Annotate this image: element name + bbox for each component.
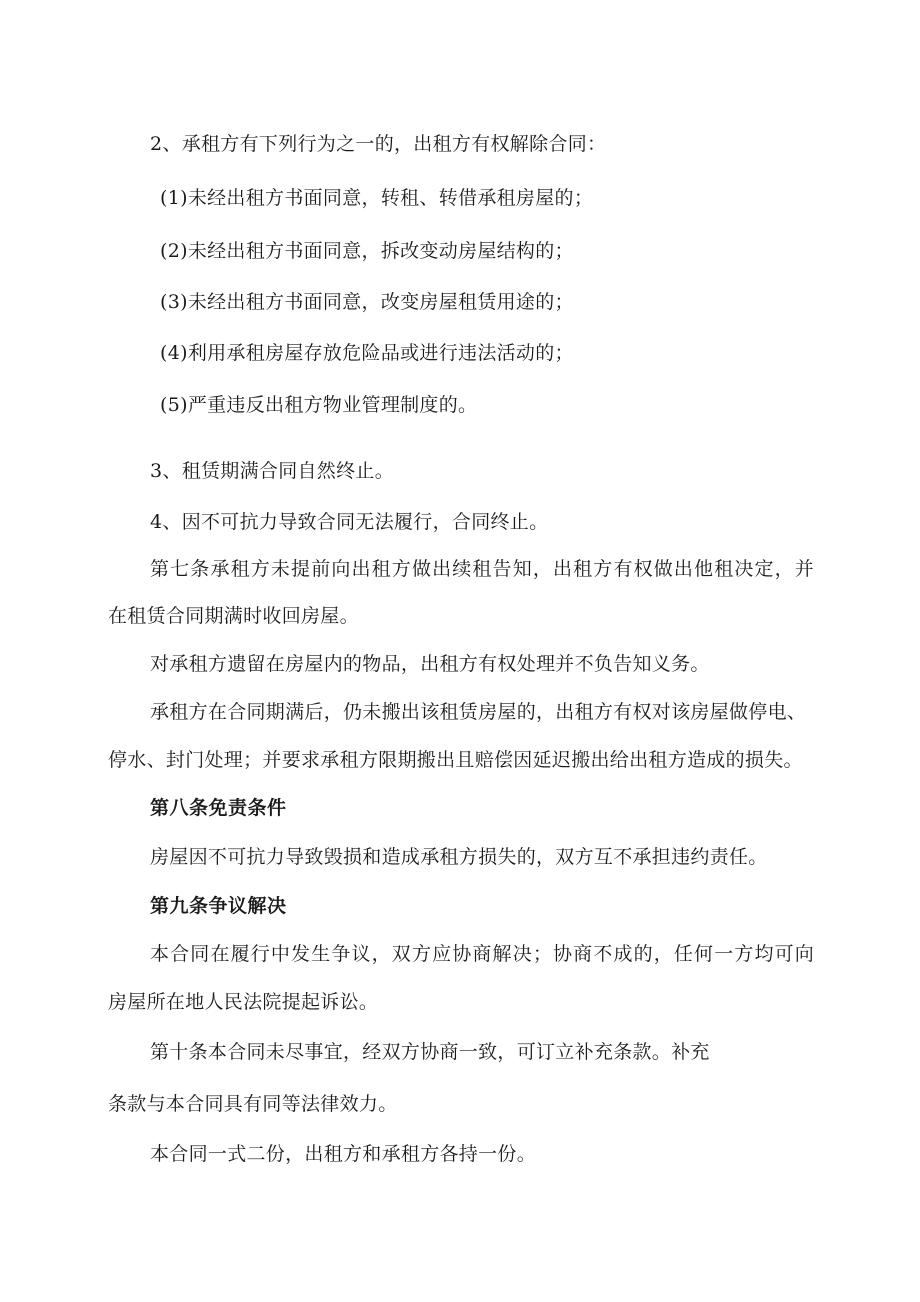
- article-8-heading: 第八条免责条件: [150, 797, 287, 819]
- clause-2-item-1: (1)未经出租方书面同意，转租、转借承租房屋的；: [160, 187, 594, 209]
- article-7-paragraph-2: 对承租方遗留在房屋内的物品，出租方有权处理并不负告知义务。: [150, 653, 710, 675]
- article-7-paragraph-3-line-1: 承租方在合同期满后，仍未搬出该租赁房屋的，出租方有权对该房屋做停电、: [150, 701, 807, 723]
- article-7-line-1: 第七条承租方未提前向出租方做出续租告知，出租方有权做出他租决定，并: [150, 558, 815, 580]
- article-9-line-2: 房屋所在地人民法院提起诉讼。: [108, 991, 379, 1013]
- clause-2-item-3: (3)未经出租方书面同意，改变房屋租赁用途的；: [160, 291, 574, 313]
- clause-3: 3、租赁期满合同自然终止。: [150, 460, 394, 482]
- article-10-line-1: 第十条本合同未尽事宜，经双方协商一致，可订立补充条款。补充: [150, 1041, 710, 1063]
- clause-2-intro: 2、承租方有下列行为之一的，出租方有权解除合同：: [150, 133, 607, 155]
- article-8-body: 房屋因不可抗力导致毁损和造成承租方损失的，双方互不承担违约责任。: [150, 846, 768, 868]
- clause-2-item-2: (2)未经出租方书面同意，拆改变动房屋结构的；: [160, 240, 574, 262]
- clause-2-item-4: (4)利用承租房屋存放危险品或进行违法活动的；: [160, 342, 574, 364]
- article-7-paragraph-3-line-2: 停水、封门处理；并要求承租方限期搬出且赔偿因延迟搬出给出租方造成的损失。: [108, 749, 803, 771]
- closing-statement: 本合同一式二份，出租方和承租方各持一份。: [150, 1143, 537, 1165]
- article-10-line-2: 条款与本合同具有同等法律效力。: [108, 1093, 398, 1115]
- clause-4: 4、因不可抗力导致合同无法履行，合同终止。: [150, 511, 549, 533]
- article-7-line-2: 在租赁合同期满时收回房屋。: [108, 605, 359, 627]
- article-9-line-1: 本合同在履行中发生争议，双方应协商解决；协商不成的，任何一方均可向: [150, 943, 815, 965]
- clause-2-item-5: (5)严重违反出租方物业管理制度的。: [160, 394, 478, 416]
- article-9-heading: 第九条争议解决: [150, 895, 287, 917]
